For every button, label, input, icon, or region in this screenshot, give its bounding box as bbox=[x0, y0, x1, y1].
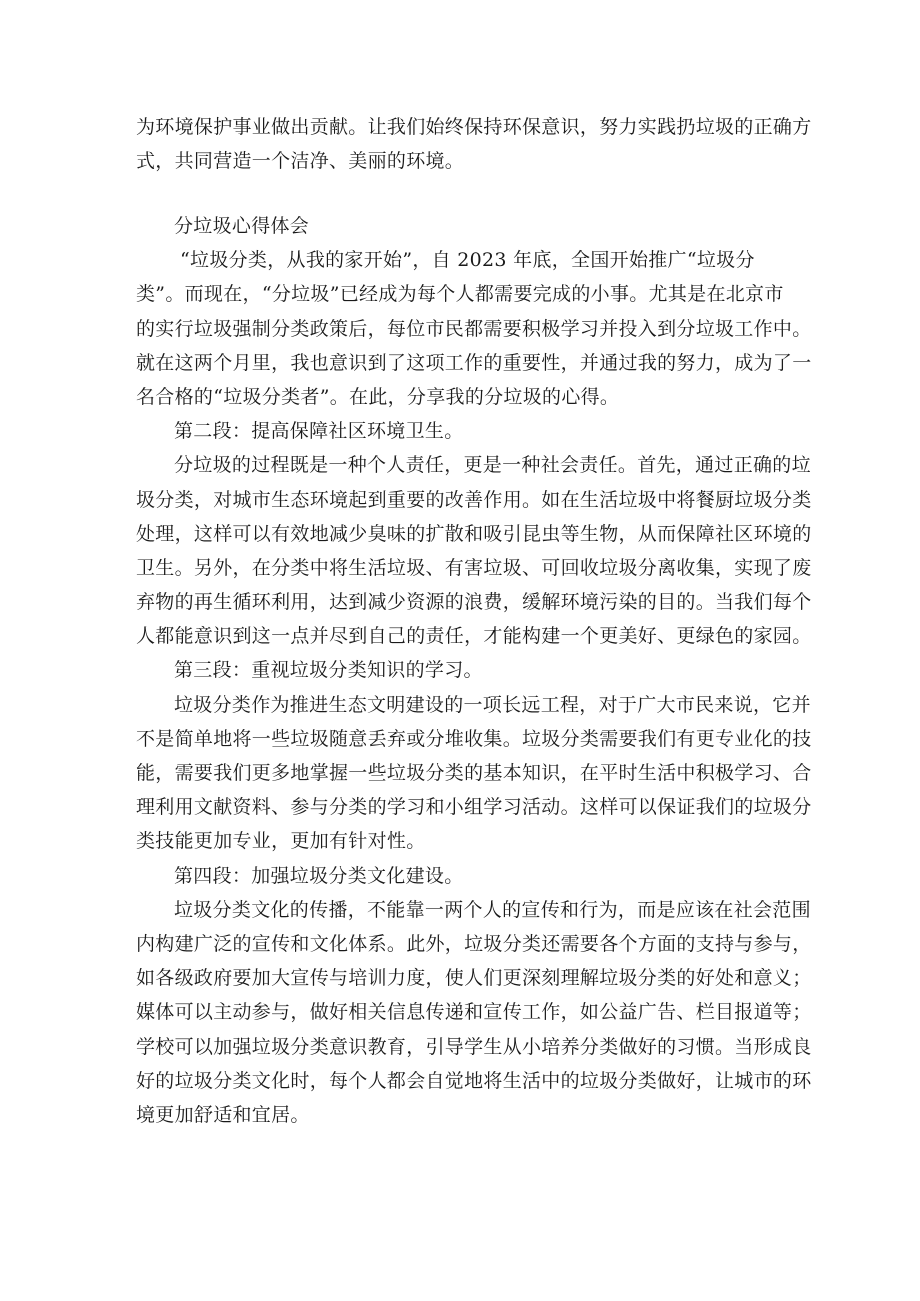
text-line: 卫生。另外，在分类中将生活垃圾、有害垃圾、可回收垃圾分离收集，实现了废 bbox=[136, 556, 812, 579]
paragraph-fourth bbox=[136, 893, 812, 1132]
section-heading-fourth: 第四段：加强垃圾分类文化建设。 bbox=[174, 864, 464, 887]
paragraph-third bbox=[136, 688, 812, 859]
text-line: 的实行垃圾强制分类政策后，每位市民都需要积极学习并投入到分垃圾工作中。 bbox=[136, 317, 812, 340]
section-heading-second: 第二段：提高保障社区环境卫生。 bbox=[174, 420, 464, 443]
text-line: 学校可以加强垃圾分类意识教育，引导学生从小培养分类做好的习惯。当形成良 bbox=[136, 1035, 812, 1058]
text-line: 为环境保护事业做出贡献。让我们始终保持环保意识，努力实践扔垃圾的正确方 bbox=[136, 116, 812, 138]
text-line: 名合格的“垃圾分类者”。在此，分享我的分垃圾的心得。 bbox=[136, 385, 620, 408]
text-line: 境更加舒适和宜居。 bbox=[136, 1103, 310, 1126]
text-line: 人都能意识到这一点并尽到自己的责任，才能构建一个更美好、更绿色的家园。 bbox=[136, 625, 812, 648]
document-body bbox=[136, 209, 812, 1132]
text-line: 不是简单地将一些垃圾随意丢弃或分堆收集。垃圾分类需要我们有更专业化的技 bbox=[136, 727, 812, 750]
paragraph-second bbox=[136, 448, 812, 653]
text-line: 式，共同营造一个洁净、美丽的环境。 bbox=[136, 150, 465, 173]
section-heading-third: 第三段：重视垃圾分类知识的学习。 bbox=[174, 659, 483, 682]
text-line: 垃圾分类文化的传播，不能靠一两个人的宣传和行为，而是应该在社会范围 bbox=[174, 898, 811, 921]
paragraph-intro-experience bbox=[136, 243, 812, 414]
text-line: 内构建广泛的宣传和文化体系。此外，垃圾分类还需要各个方面的支持与参与， bbox=[136, 932, 812, 955]
text-line: 类”。而现在，“分垃圾”已经成为每个人都需要完成的小事。尤其是在北京市 bbox=[136, 283, 784, 306]
text-line: 就在这两个月里，我也意识到了这项工作的重要性，并通过我的努力，成为了一 bbox=[136, 351, 812, 374]
text-line: 处理，这样可以有效地减少臭味的扩散和吸引昆虫等生物，从而保障社区环境的 bbox=[136, 522, 812, 545]
text-line: “垃圾分类，从我的家开始”，自 2023 年底，全国开始推广“垃圾分 bbox=[180, 249, 755, 272]
text-line: 圾分类，对城市生态环境起到重要的改善作用。如在生活垃圾中将餐厨垃圾分类 bbox=[136, 488, 812, 511]
section-title: 分垃圾心得体会 bbox=[174, 215, 310, 237]
text-line: 理利用文献资料、参与分类的学习和小组学习活动。这样可以保证我们的垃圾分 bbox=[136, 796, 812, 819]
intro-paragraph bbox=[136, 110, 812, 178]
text-line: 如各级政府要加大宣传与培训力度，使人们更深刻理解垃圾分类的好处和意义； bbox=[136, 967, 812, 990]
text-line: 垃圾分类作为推进生态文明建设的一项长远工程，对于广大市民来说，它并 bbox=[174, 693, 811, 716]
text-line: 好的垃圾分类文化时，每个人都会自觉地将生活中的垃圾分类做好，让城市的环 bbox=[136, 1069, 812, 1092]
text-line: 媒体可以主动参与，做好相关信息传递和宣传工作，如公益广告、栏目报道等； bbox=[136, 1001, 812, 1024]
text-line: 类技能更加专业，更加有针对性。 bbox=[136, 830, 426, 853]
text-line: 分垃圾的过程既是一种个人责任，更是一种社会责任。首先，通过正确的垃 bbox=[174, 454, 811, 477]
text-line: 弃物的再生循环利用，达到减少资源的浪费，缓解环境污染的目的。当我们每个 bbox=[136, 591, 812, 614]
text-line: 能，需要我们更多地掌握一些垃圾分类的基本知识，在平时生活中积极学习、合 bbox=[136, 762, 812, 784]
